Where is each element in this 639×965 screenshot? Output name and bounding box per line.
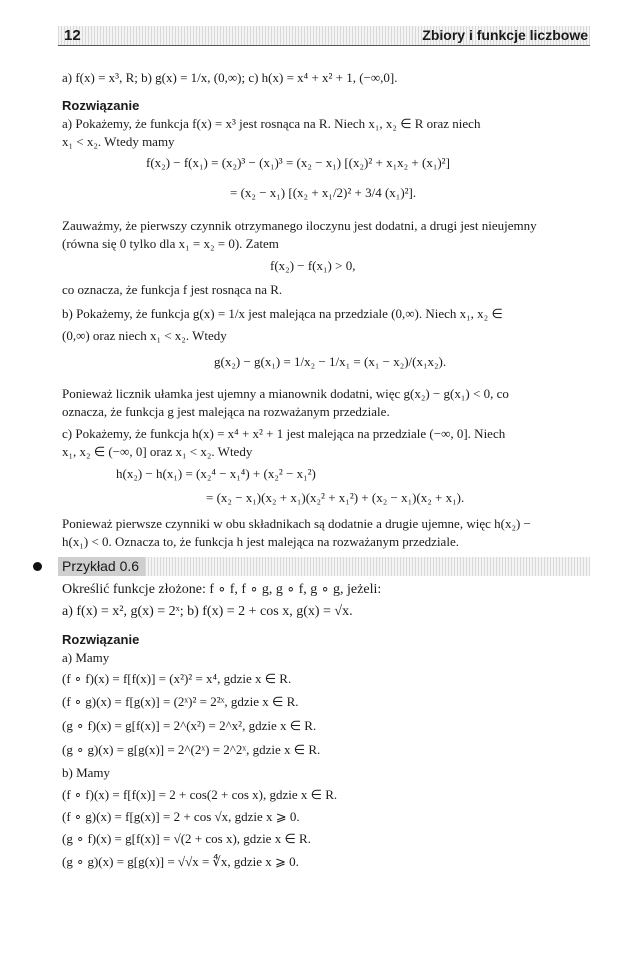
part-a-equation2: = (x₂ − x₁) [(x₂ + x₁/2)² + 3/4 (x₁)²]. <box>230 185 417 200</box>
part-a-line1: a) Pokażemy, że funkcja f(x) = x³ jest rosnąca na R. Niech x₁, x₂ ∈ R oraz niech <box>62 116 481 131</box>
bullet-icon <box>33 562 42 571</box>
example-b-gg: (g ∘ g)(x) = g[g(x)] = √√x = ∜x, gdzie x ⩾ 0. <box>62 854 299 869</box>
example-prompt: Określić funkcje złożone: f ∘ f, f ∘ g, g ∘ f, g ∘ g, jeżeli: <box>62 582 382 597</box>
part-c-equation1: h(x₂) − h(x₁) = (x₂⁴ − x₁⁴) + (x₂² − x₁²) <box>116 466 316 481</box>
example-b-ff: (f ∘ f)(x) = f[f(x)] = 2 + cos(2 + cos x), gdzie x ∈ R. <box>62 787 338 802</box>
example-label: Przykład 0.6 <box>58 557 145 576</box>
part-c-line1: c) Pokażemy, że funkcja h(x) = x⁴ + x² + 1 jest malejąca na przedziale (−∞, 0]. Niech <box>62 426 506 441</box>
solution-heading: Rozwiązanie <box>62 98 140 113</box>
part-c-text2: h(x₁) < 0. Oznacza to, że funkcja h jest malejąca na rozważanym przedziale. <box>62 534 459 549</box>
example-b-gf: (g ∘ f)(x) = g[f(x)] = √(2 + cos x), gdzie x ∈ R. <box>62 831 311 846</box>
part-a-text1: Zauważmy, że pierwszy czynnik otrzymanego iloczynu jest dodatni, a drugi jest nieujemny <box>62 218 537 233</box>
exercise-items: a) f(x) = x³, R; b) g(x) = 1/x, (0,∞); c) h(x) = x⁴ + x² + 1, (−∞,0]. <box>62 70 398 85</box>
part-a-equation3: f(x₂) − f(x₁) > 0, <box>270 258 356 273</box>
example-b-intro: b) Mamy <box>62 765 111 780</box>
part-b-text2: oznacza, że funkcja g jest malejąca na rozważanym przedziale. <box>62 404 390 419</box>
part-c-line2: x₁, x₂ ∈ (−∞, 0] oraz x₁ < x₂. Wtedy <box>62 444 253 459</box>
page-number: 12 <box>64 27 81 44</box>
example-items: a) f(x) = x², g(x) = 2ˣ; b) f(x) = 2 + cos x, g(x) = √x. <box>62 604 353 619</box>
example-a-ff: (f ∘ f)(x) = f[f(x)] = (x²)² = x⁴, gdzie x ∈ R. <box>62 671 292 686</box>
example-a-fg: (f ∘ g)(x) = f[g(x)] = (2ˣ)² = 2²ˣ, gdzie x ∈ R. <box>62 694 299 709</box>
part-c-text1: Ponieważ pierwsze czynniki w obu składnikach są dodatnie a drugie ujemne, więc h(x₂) − <box>62 516 531 531</box>
example-a-gg: (g ∘ g)(x) = g[g(x)] = 2^(2ˣ) = 2^2ˣ, gdzie x ∈ R. <box>62 742 321 757</box>
part-b-equation: g(x₂) − g(x₁) = 1/x₂ − 1/x₁ = (x₁ − x₂)/(x₁x₂). <box>214 354 447 369</box>
running-header <box>58 26 590 46</box>
example-solution-heading: Rozwiązanie <box>62 632 140 647</box>
part-a-text2: (równa się 0 tylko dla x₁ = x₂ = 0). Zatem <box>62 236 279 251</box>
part-b-line2: (0,∞) oraz niech x₁ < x₂. Wtedy <box>62 328 227 343</box>
example-a-gf: (g ∘ f)(x) = g[f(x)] = 2^(x²) = 2^x², gdzie x ∈ R. <box>62 718 317 733</box>
example-header <box>58 557 590 576</box>
part-b-text1: Ponieważ licznik ułamka jest ujemny a mianownik dodatni, więc g(x₂) − g(x₁) < 0, co <box>62 386 509 401</box>
example-a-intro: a) Mamy <box>62 650 110 665</box>
example-b-fg: (f ∘ g)(x) = f[g(x)] = 2 + cos √x, gdzie x ⩾ 0. <box>62 809 300 824</box>
part-a-equation1: f(x₂) − f(x₁) = (x₂)³ − (x₁)³ = (x₂ − x₁) [(x₂)² + x₁x₂ + (x₁)²] <box>146 155 450 170</box>
part-b-line1: b) Pokażemy, że funkcja g(x) = 1/x jest malejąca na przedziale (0,∞). Niech x₁, x₂ ∈ <box>62 306 503 321</box>
chapter-title: Zbiory i funkcje liczbowe <box>422 27 588 43</box>
part-a-conclusion: co oznacza, że funkcja f jest rosnąca na R. <box>62 282 283 297</box>
part-a-line2: x₁ < x₂. Wtedy mamy <box>62 134 175 149</box>
part-c-equation2: = (x₂ − x₁)(x₂ + x₁)(x₂² + x₁²) + (x₂ − x₁)(x₂ + x₁). <box>206 490 465 505</box>
